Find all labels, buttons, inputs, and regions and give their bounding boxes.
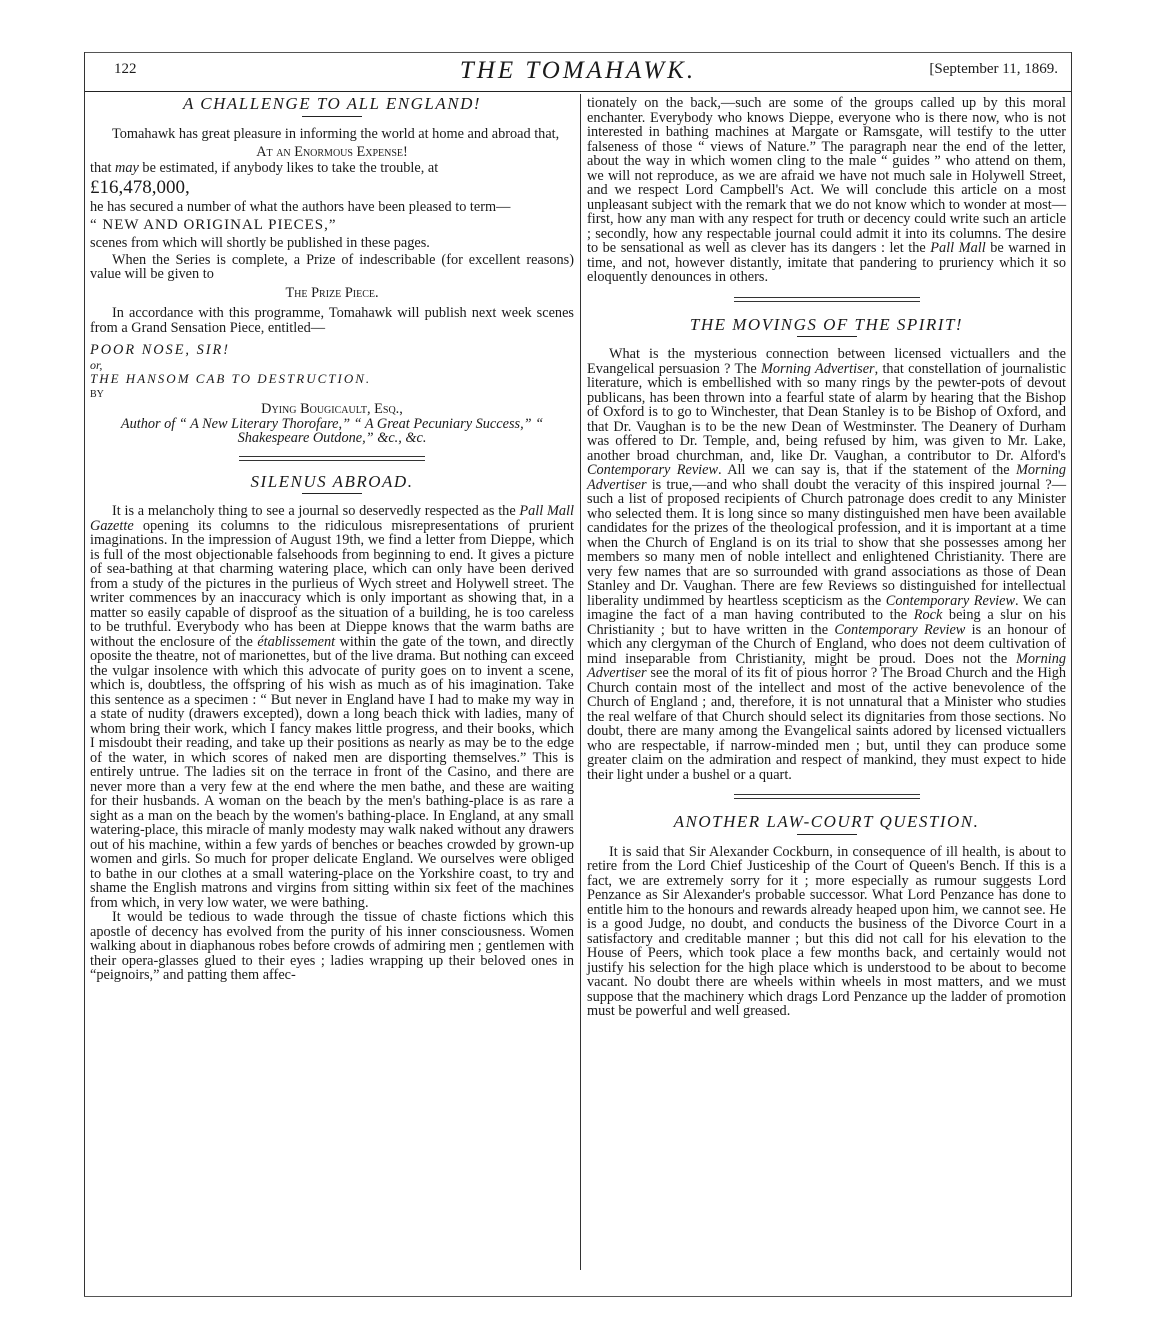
movings-text: . We can imagine the fact of a man having contributed to the xyxy=(587,592,1067,623)
prize-line: The Prize Piece. xyxy=(285,284,379,301)
publication-name: Contemporary Review xyxy=(834,621,966,638)
publication-name: Morning Advertiser xyxy=(587,462,1066,493)
challenge-paragraph: In accordance with this programme, Tomahawk will publish next week scenes from a Grand Sensation Piece, entitled— xyxy=(90,305,574,336)
frame-right-rule xyxy=(1071,52,1072,1296)
silenus-cont-a: tionately on the back,—such are some of the groups called up by this moral enchanter. Everybody who knows Dieppe, everyone who is there now, who is not interested in bathing machines at Margate or Ramsgate, will testify to the utter falseness of those “ views of Nature.” The paragraph near the end of the letter, about the way in which women cling to the male “ guides ” who attend on them, we will not reproduce, as we are afraid we have not much sale in Holywell Street, and we respect Lord Campbell's Act. We will conclude this article on a most unpleasant subject with the remark that we do not know which to wonder at most—first, how any man with any respect for truth or decency could write such an article ; secondly, how any respectable journal could admit it into its columns. The desire to be sensational as well as clever has its dangers : let the xyxy=(587,95,1066,256)
silenus-continuation xyxy=(587,96,1066,285)
lawcourt-paragraph: It is said that Sir Alexander Cockburn, in consequence of ill health, is about to retire from the Lord Chief Justiceship of the Court of Queen's Bench. If this is a fact, we are extremely sorry for it ; more especially as rumour suggests Lord Penzance as Sir Alexander's probable successor. What Lord Penzance has done to entitle him to the honours and rewards already heaped upon him, we cannot see. He is a good Judge, no doubt, and conducts the business of the Divorce Court in a satisfactory and creditable manner ; but this did not call for his elevation to the House of Peers, which took place a few months back, and certainly would not justify his selection for the high place which is understood to be about to become vacant. No doubt there are wheels within wheels in most matters, and we must suppose that the machinery which drags Lord Penzance up the ladder of promotion must be powerful and well greased. xyxy=(587,843,1066,1019)
header-top-rule xyxy=(84,52,1072,53)
title-rule xyxy=(797,336,857,337)
play-or: or, xyxy=(90,357,103,372)
publication-name: Contemporary Review xyxy=(587,462,719,478)
lawcourt-title: ANOTHER LAW-COURT QUESTION. xyxy=(673,812,980,831)
page-number: 122 xyxy=(114,61,137,77)
publication-name: Pall Mall Gazette xyxy=(90,503,575,534)
section-double-rule xyxy=(734,297,920,302)
title-rule xyxy=(797,834,857,835)
movings-title: THE MOVINGS OF THE SPIRIT! xyxy=(689,314,964,334)
left-column xyxy=(90,96,574,983)
frame-bottom-rule xyxy=(84,1296,1072,1297)
silenus-text-b: opening its columns to the ridiculous misrepresentations of prurient imaginations. In the impression of August 19th, we find a letter from Dieppe, which is full of the most objectionable falsehoods from beginning to end. It gives a picture of sea-bathing at that charming watering place, which can only have been derived from a study of the pictures in the purlieus of Wych street and Holywell street. The writer commences by an inaccuracy which is only important as showing that, in a matter so easily capable of disproof as the situation of a building, he is too careless to be truthful. Everybody who has been at Dieppe knows that the warm baths are without the enclosure of the xyxy=(90,517,574,650)
section-double-rule xyxy=(734,794,920,799)
amount: £16,478,000, xyxy=(90,176,190,198)
estimate-text-a: that xyxy=(90,160,116,176)
challenge-paragraph: scenes from which will shortly be published in these pages. xyxy=(90,235,430,251)
silenus-text-c: within the gate of the town, and directly oposite the theatre, not of marionettes, but of the live drama. But nothing can exceed the vulgar insolence with which this advocate of purity goes on to invent a scene, which is, doubtless, the offspring of his wish as much as of his imagination. Take this sentence as a specimen : “ But never in England have I had to make my way in a state of nudity (drawers excepted), down a long beach thick with ladies, many of whom bring their work, which I fancy makes little progress, and their books, which I misdoubt their reading, and take up their positions as nearly as may be to the edge of the water, in which scores of naked men are disporting themselves.” This is entirely untrue. The ladies sit on the terrace in front of the Casino, and there are never more than a very few at the end where the men bathe, and these are waiting for their husbands. A woman on the beach by the men's bathing-place is as rare a sight as a man on the beach by the women's bathing-place. In England, at any small watering-place, this miracle of manly modesty may walk naked without any drawers out of his machine, within a few yards of benches or beaches crowded by grown-up women and girls. So much for proper delicate England. We ourselves were obliged to bathe in our clothes at a small watering-place on the Yorkshire coast, to try and shame the English matrons and virgins from sitting within six feet of the machines from which, in very low water, we were bathing. xyxy=(90,633,574,911)
publication-name: Pall Mall xyxy=(930,240,986,256)
challenge-paragraph: he has secured a number of what the authors have been pleased to term— xyxy=(90,198,511,215)
publication-name: Contemporary Review xyxy=(885,592,1016,609)
movings-paragraph xyxy=(587,347,1066,782)
silenus-paragraph: It would be tedious to wade through the tissue of chaste fictions which this apostle of decency has evolved from the purity of his inner consciousness. Women walking about in diaphanous robes before crowds of admiring men ; gentlemen with their opera-glasses glued to their eyes ; ladies wrapping up their beloved ones in “peignoirs,” and patting them affec- xyxy=(90,909,574,983)
silenus-paragraph xyxy=(90,504,574,910)
play-title: POOR NOSE, SIR! xyxy=(90,342,230,358)
silenus-text-a: It is a melancholy thing to see a journal so deservedly respected as the xyxy=(112,503,520,519)
expense-line: At an Enormous Expense! xyxy=(256,143,408,160)
challenge-title: A CHALLENGE TO ALL ENGLAND! xyxy=(182,94,482,113)
estimate-emphasis: may xyxy=(115,160,139,176)
movings-text: see the moral of its fit of pious horror ? The Broad Church and the High Church contain most of the intellect and most of the active benevolence of the Church of England ; and, therefore, it is not unnatural that a Minister who studies the real welfare of that Church should select its dignitaries from those sections. No doubt, there are many among the Evangelical saints adored by licensed victuallers who are respectable, if narrow-minded men ; but, until they can produce some greater claim on the admiration and respect of mankind, they must expect to hide their light under a bushel or a quart. xyxy=(587,665,1066,783)
issue-date: [September 11, 1869. xyxy=(929,61,1058,77)
title-rule xyxy=(302,116,362,117)
author-line: Dying Bougicault, Esq., xyxy=(261,401,403,417)
movings-text: is an honour of which any clergyman of the Church of England, who does not deem cultivation of mind inseparable from Christianity, might be proud. Does not the xyxy=(587,621,1066,667)
etablissement-word: établissement xyxy=(257,633,336,650)
new-pieces-line: “ NEW AND ORIGINAL PIECES,” xyxy=(90,217,337,233)
page-header xyxy=(84,57,1072,92)
column-divider xyxy=(580,94,581,1270)
title-rule xyxy=(302,493,362,494)
silenus-cont-b: be warned in time, and not, however distantly, imitate that pandering to pruriency which it so eloquently denounces in others. xyxy=(587,240,1066,285)
by-line: BY xyxy=(90,389,104,400)
movings-text: being a slur on his Christianity ; but to have written in the xyxy=(587,607,1066,638)
estimate-text-b: be estimated, if anybody likes to take the trouble, at xyxy=(138,160,439,176)
movings-text: is true,—and who shall doubt the veracity of this inspired journal ?—such a list of proposed recipients of Church patronage does credit to any Minister who selected them. It is long since so many distinguished men have been available candidates for the prizes of the theological profession, and it is important at a time when the Church of England is on its trial to show that she possesses among her members so many men of noble intellect and enlightened Christianity. There are very few names that are so surrounded with grand associations as those of Dean Stanley and Dr. Vaughan. There are few Reviews so distinguished for intellectual liberality undimmed by heartless scepticism as the xyxy=(587,476,1066,609)
publication-name: Morning Advertiser xyxy=(587,650,1066,681)
movings-text: , that constellation of journalistic literature, which is embellished with so many rings by the pewter-pots of devout publicans, has been thrown into a fearful state of alarm by hearing that the Bishop of Oxford is to go to Winchester, that Dean Stanley is to be Bishop of Oxford, and that Dr. Vaughan is to be the new Dean of Westminster. The Deanery of Durham was offered to Dr. Temple, and, being refused by him, was given to Mr. Lake, another broad churchman, and, like Dr. Vaughan, a contributor to Dr. Alford's xyxy=(587,360,1066,464)
right-column xyxy=(587,96,1066,1019)
movings-text: . All we can say is, that if the statement of the xyxy=(718,462,1016,478)
silenus-title: SILENUS ABROAD. xyxy=(250,471,414,491)
movings-text: What is the mysterious connection between licensed victuallers and the Evangelical persuasion ? The xyxy=(587,346,1066,377)
section-double-rule xyxy=(239,456,425,461)
estimate-line xyxy=(90,161,574,176)
frame-left-rule xyxy=(84,52,85,1296)
publication-name: Morning Advertiser xyxy=(761,360,875,377)
credits-line: Author of “ A New Literary Thorofare,” “ A Great Pecuniary Success,” “ Shakespeare Outdone,” &c., &c. xyxy=(120,415,544,446)
masthead: THE TOMAHAWK. xyxy=(459,57,697,84)
challenge-paragraph: When the Series is complete, a Prize of indescribable (for excellent reasons) value will be given to xyxy=(90,251,574,282)
challenge-paragraph: Tomahawk has great pleasure in informing the world at home and abroad that, xyxy=(112,125,560,142)
play-subtitle: THE HANSOM CAB TO DESTRUCTION. xyxy=(90,370,372,386)
publication-name: Rock xyxy=(913,607,943,623)
